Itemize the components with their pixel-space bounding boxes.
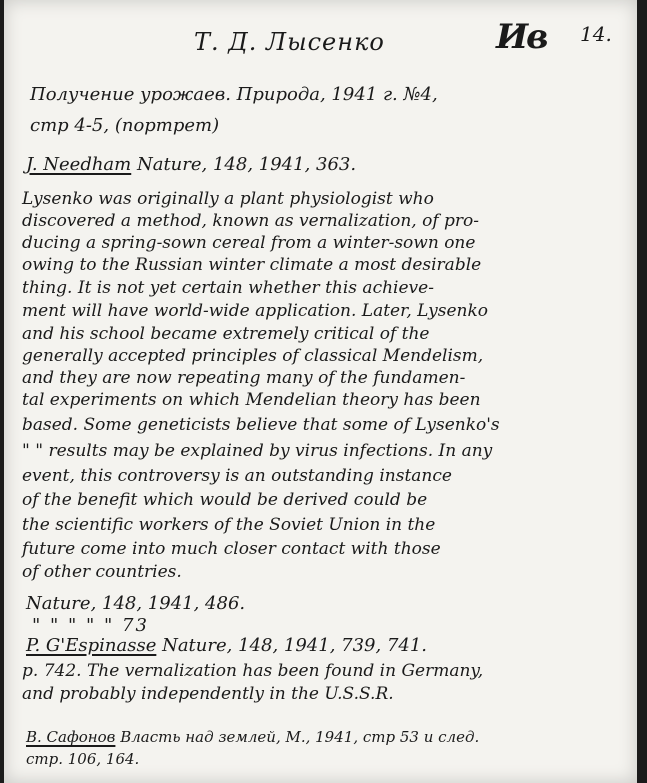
safonov-source: Власть над землей, М., 1941, стр 53 и след. xyxy=(120,728,480,746)
needham-quote-line: based. Some geneticists believe that some of Lysenko's xyxy=(22,415,500,435)
page-number: 14. xyxy=(580,22,612,46)
needham-line: ment will have world-wide application. Later, Lysenko xyxy=(22,301,489,321)
needham-quote-line: future come into much closer contact with those xyxy=(22,539,441,559)
espinasse-line: p. 742. The vernalization has been found in Germany, xyxy=(22,661,484,681)
needham-source: Nature, 148, 1941, 363. xyxy=(136,154,357,175)
needham-line: ducing a spring-sown cereal from a winter-sown one xyxy=(22,233,476,253)
archive-mark: Ив xyxy=(496,17,547,57)
needham-line: Lysenko was originally a plant physiologist who xyxy=(22,189,434,209)
russian-citation-line-1: Получение урожаев. Природа, 1941 г. №4, xyxy=(30,84,438,105)
page-title: Т. Д. Лысенко xyxy=(194,28,385,56)
safonov-citation-header xyxy=(26,730,479,745)
needham-line: tal experiments on which Mendelian theory has been xyxy=(22,390,481,410)
ditto-marks-line: " " " " " 73 xyxy=(32,615,149,636)
nature-second-reference: Nature, 148, 1941, 486. xyxy=(26,593,246,614)
needham-line: owing to the Russian winter climate a most desirable xyxy=(22,255,482,275)
safonov-author: В. Сафонов xyxy=(26,728,116,746)
needham-quote-line: of the benefit which would be derived could be xyxy=(22,490,428,510)
needham-author: J. Needham xyxy=(26,154,132,175)
needham-quote-line: of other countries. xyxy=(22,562,182,582)
needham-line: thing. It is not yet certain whether this achieve- xyxy=(22,278,434,298)
needham-line: and they are now repeating many of the fundamen- xyxy=(22,368,466,388)
needham-line: and his school became extremely critical of the xyxy=(22,324,430,344)
needham-quote-line: " " results may be explained by virus infections. In any xyxy=(22,441,493,461)
espinasse-line: and probably independently in the U.S.S.R. xyxy=(22,684,394,704)
espinasse-author: P. G'Espinasse xyxy=(26,635,157,656)
safonov-pages: стр. 106, 164. xyxy=(26,750,140,768)
needham-citation-header xyxy=(26,156,356,174)
needham-quote-line: the scientific workers of the Soviet Union in the xyxy=(22,515,436,535)
espinasse-source: Nature, 148, 1941, 739, 741. xyxy=(162,635,428,656)
espinasse-citation-header xyxy=(26,637,427,655)
needham-line: discovered a method, known as vernalization, of pro- xyxy=(22,211,480,231)
needham-line: generally accepted principles of classical Mendelism, xyxy=(22,346,484,366)
needham-quote-line: event, this controversy is an outstanding instance xyxy=(22,466,452,486)
document-page xyxy=(4,0,637,783)
russian-citation-line-2: стр 4-5, (портрет) xyxy=(30,115,220,136)
